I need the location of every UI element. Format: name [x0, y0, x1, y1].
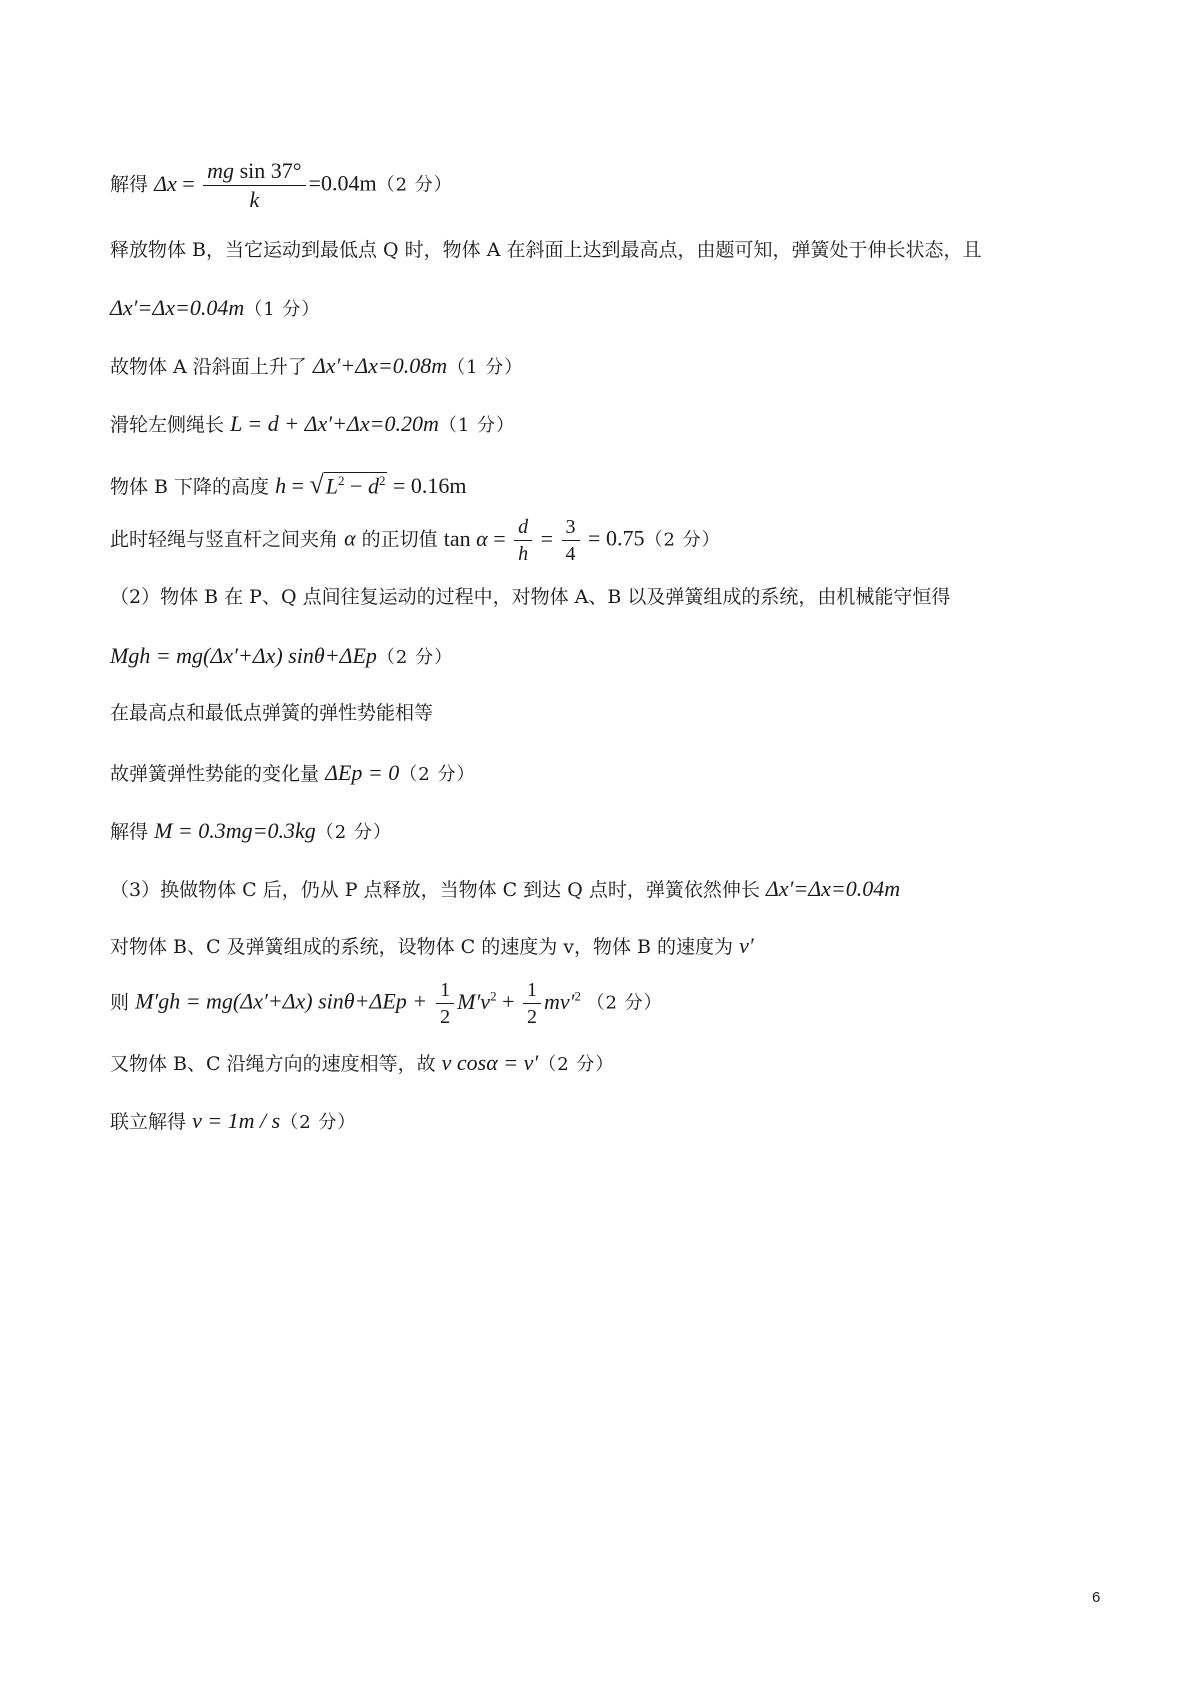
solution-line-2 [110, 241, 981, 260]
solution-line-13 [110, 878, 900, 900]
solution-line-17 [110, 1110, 356, 1132]
text-prefix: 解得 [110, 821, 149, 843]
solution-line-16 [110, 1052, 614, 1074]
formula-velocity-relation: v cosα = v′ [441, 1050, 539, 1075]
text-prefix: 故物体 A 沿斜面上升了 [110, 356, 307, 378]
text-prefix: 故弹簧弹性势能的变化量 [110, 763, 320, 785]
text-prefix: 则 [110, 991, 130, 1014]
score-mark: （2 分） [644, 529, 721, 551]
formula-result: =0.04m [308, 170, 377, 196]
page-number: 6 [1092, 1589, 1101, 1606]
text-prefix: 又物体 B、C 沿绳方向的速度相等，故 [110, 1053, 436, 1075]
formula-rope-length: L = d + Δx′+Δx=0.20m [230, 411, 439, 436]
fraction-one-half: $\frac{1}{2}$ [436, 980, 454, 1027]
solution-line-3 [110, 297, 320, 319]
score-mark: （2 分） [376, 174, 453, 196]
text-body: 释放物体 B，当它运动到最低点 Q 时，物体 A 在斜面上达到最高点，由题可知，弹簧处于伸长状态，且 [110, 239, 982, 261]
formula-tan-alpha: tan α = $\frac{d}{h}$ = $\frac{3}{4}$ [444, 526, 588, 551]
formula-result: = 0.75 [588, 525, 645, 551]
text-prefix: 滑轮左侧绳长 [110, 414, 225, 436]
fraction-3-over-4: $\frac{3}{4}$ [562, 517, 580, 564]
formula-result: = 0.16m [392, 473, 467, 498]
formula-mass: M = 0.3mg=0.3kg [154, 818, 316, 843]
score-mark: （1 分） [244, 299, 321, 320]
text-mid: 的正切值 [361, 528, 438, 551]
formula-v-prime: v′ [739, 933, 754, 958]
solution-line-9 [110, 645, 453, 667]
formula-height: h = √ $L^2 - d^2$ [275, 470, 386, 499]
text-prefix: （3）换做物体 C 后，仍从 P 点释放，当物体 C 到达 Q 点时，弹簧依然伸长 [110, 879, 760, 901]
fraction-d-over-h: $\frac{d}{h}$ [514, 517, 532, 564]
formula-final-velocity: v = 1m / s [192, 1108, 281, 1133]
fraction-one-half: $\frac{1}{2}$ [523, 980, 541, 1027]
solution-line-12 [110, 820, 392, 842]
formula-energy-conservation: Mgh = mg(Δx′+Δx) sinθ+ΔEp [110, 643, 377, 668]
formula-delta-ep: ΔEp = 0 [325, 760, 400, 785]
fraction-mg-sin37-over-k: $\frac{\text{mg sin 37°}}{k}$ [203, 160, 305, 211]
solution-line-14 [110, 935, 754, 957]
solution-line-5 [110, 413, 515, 435]
solution-line-7 [110, 517, 721, 564]
score-mark: （1 分） [438, 415, 516, 436]
score-mark: （1 分） [447, 357, 524, 378]
score-mark: （2 分） [538, 1054, 615, 1075]
score-mark: （2 分） [586, 992, 663, 1014]
score-mark: （2 分） [315, 822, 392, 843]
text-prefix: 解得 [110, 173, 149, 196]
text-prefix: 此时轻绳与竖直杆之间夹角 [110, 528, 339, 551]
formula-rise: Δx′+Δx=0.08m [312, 353, 448, 378]
text-body: 在最高点和最低点弹簧的弹性势能相等 [110, 702, 434, 724]
formula-delta-x: Δx = $\frac{\text{mg sin 37°}}{k}$ [154, 171, 308, 196]
solution-line-15 [110, 980, 663, 1027]
score-mark: （2 分） [399, 764, 476, 785]
square-root: √ $L^2 - d^2$ [309, 470, 386, 499]
solution-line-6 [110, 472, 467, 498]
score-mark: （2 分） [280, 1112, 357, 1133]
formula-energy-equation: M′gh = mg(Δx′+Δx) sinθ+ΔEp + [135, 988, 428, 1014]
text-prefix: 对物体 B、C 及弹簧组成的系统，设物体 C 的速度为 v，物体 B 的速度为 [110, 936, 734, 958]
formula-elongation: Δx′=Δx=0.04m [765, 876, 901, 901]
kinetic-term-b: $\frac{1}{2}$ $M'v^2$ + $\frac{1}{2}$ $mv'^2$ [433, 989, 586, 1014]
solution-line-1 [110, 160, 453, 211]
formula-elongation: Δx′=Δx=0.04m [110, 295, 245, 320]
solution-line-4 [110, 355, 523, 377]
score-mark: （2 分） [376, 647, 454, 668]
text-prefix: 物体 B 下降的高度 [110, 476, 270, 498]
text-prefix: 联立解得 [110, 1111, 187, 1133]
text-body: （2）物体 B 在 P、Q 点间往复运动的过程中，对物体 A、B 以及弹簧组成的系统，由机械能守恒得 [110, 586, 951, 608]
solution-line-10 [110, 704, 433, 723]
alpha-symbol: α [344, 525, 356, 551]
solution-line-11 [110, 762, 475, 784]
solution-line-8 [110, 588, 950, 607]
